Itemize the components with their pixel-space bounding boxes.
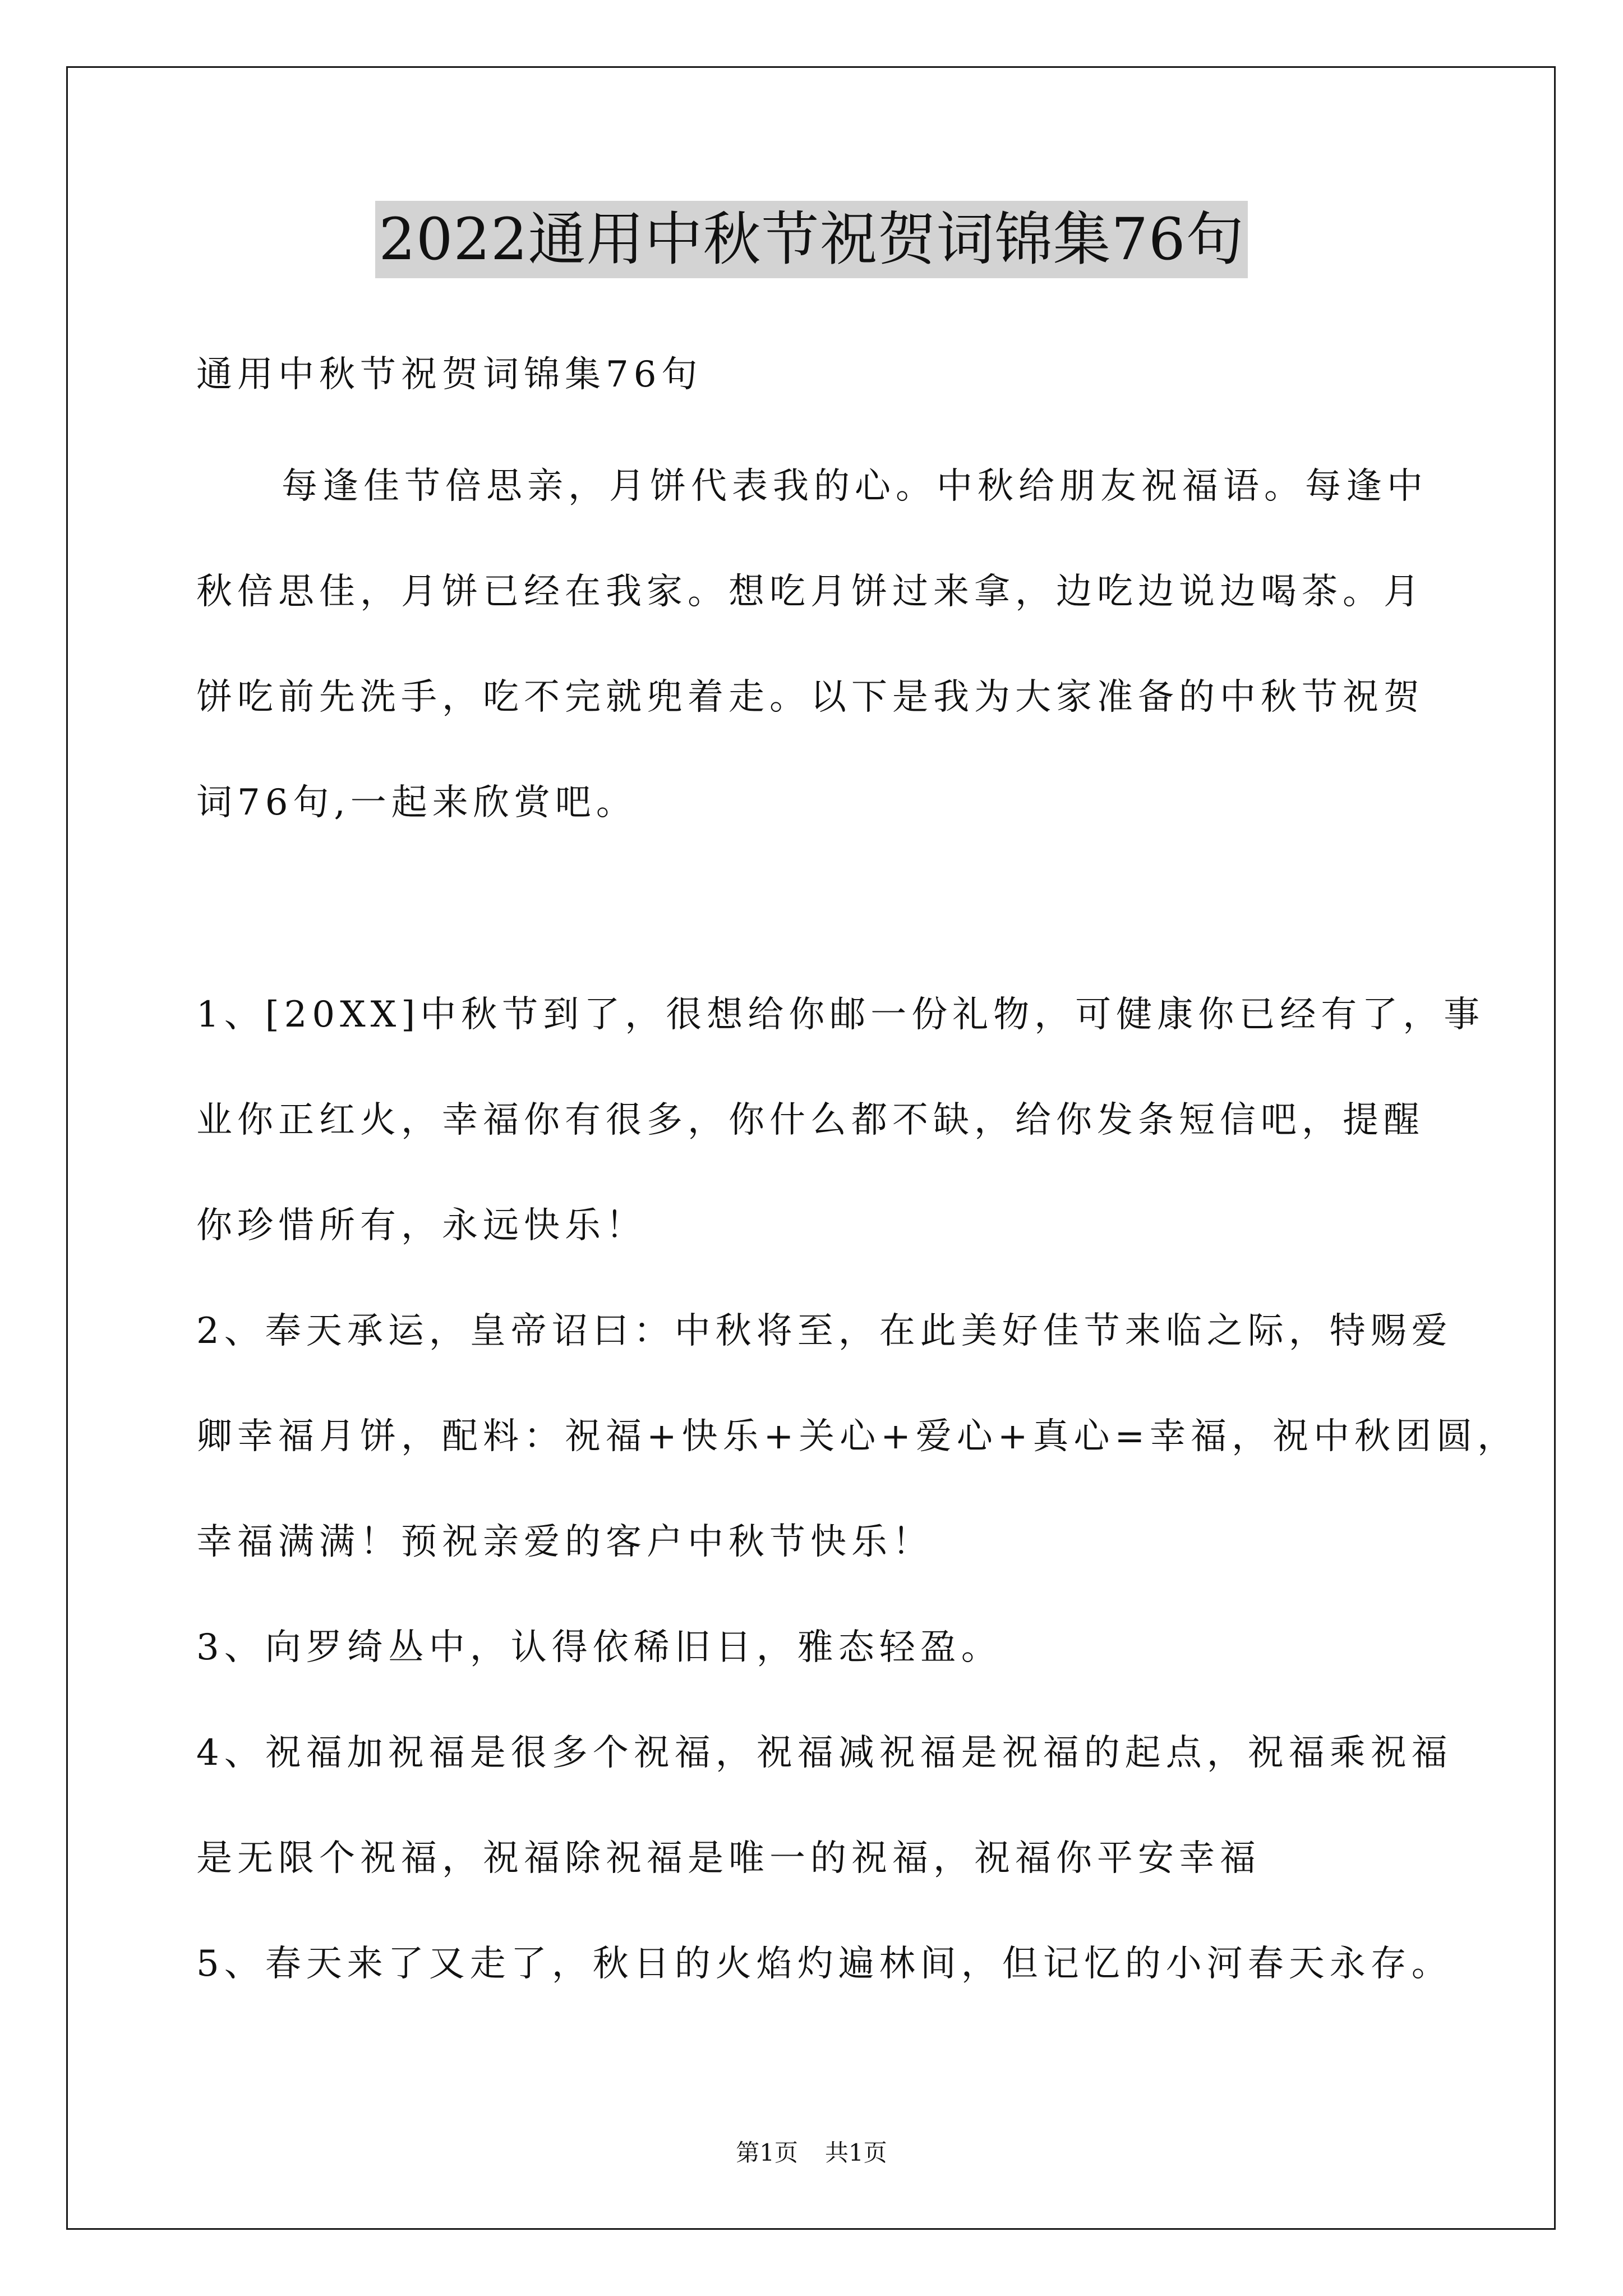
- item-3-line-1: 3、向罗绮丛中，认得依稀旧日，雅态轻盈。: [196, 1627, 1002, 1668]
- page-footer: [0, 2139, 1623, 2167]
- intro-line-2: 秋倍思佳，月饼已经在我家。想吃月饼过来拿，边吃边说边喝茶。月: [196, 571, 1424, 613]
- item-4-line-2: 是无限个祝福，祝福除祝福是唯一的祝福，祝福你平安幸福: [196, 1838, 1261, 1879]
- document-title: 2022通用中秋节祝贺词锦集76句: [375, 201, 1247, 278]
- item-1-line-2: 业你正红火，幸福你有很多，你什么都不缺，给你发条短信吧，提醒: [196, 1099, 1424, 1141]
- intro-line-1: 每逢佳节倍思亲，月饼代表我的心。中秋给朋友祝福语。每逢中: [282, 466, 1428, 507]
- subtitle-line: 通用中秋节祝贺词锦集76句: [196, 354, 703, 395]
- item-2-line-2: 卿幸福月饼，配料：祝福+快乐+关心+爱心+真心=幸福，祝中秋团圆，: [196, 1416, 1519, 1457]
- page-number: 第1页: [736, 2139, 798, 2166]
- item-2-line-1: 2、奉天承运，皇帝诏曰：中秋将至，在此美好佳节来临之际，特赐爱: [196, 1310, 1453, 1352]
- item-1-line-3: 你珍惜所有，永远快乐！: [196, 1205, 647, 1246]
- item-5-line-1: 5、春天来了又走了，秋日的火焰灼遍林间，但记忆的小河春天永存。: [196, 1943, 1453, 1985]
- item-2-line-3: 幸福满满！预祝亲爱的客户中秋节快乐！: [196, 1521, 933, 1563]
- intro-line-3: 饼吃前先洗手，吃不完就兜着走。以下是我为大家准备的中秋节祝贺: [196, 677, 1424, 718]
- item-4-line-1: 4、祝福加祝福是很多个祝福，祝福减祝福是祝福的起点，祝福乘祝福: [196, 1732, 1453, 1774]
- item-1-line-1: 1、[20XX]中秋节到了，很想给你邮一份礼物，可健康你已经有了，事: [196, 994, 1485, 1036]
- title-block: [0, 201, 1623, 278]
- page-total: 共1页: [825, 2139, 887, 2166]
- intro-line-4: 词76句,一起来欣赏吧。: [196, 782, 637, 823]
